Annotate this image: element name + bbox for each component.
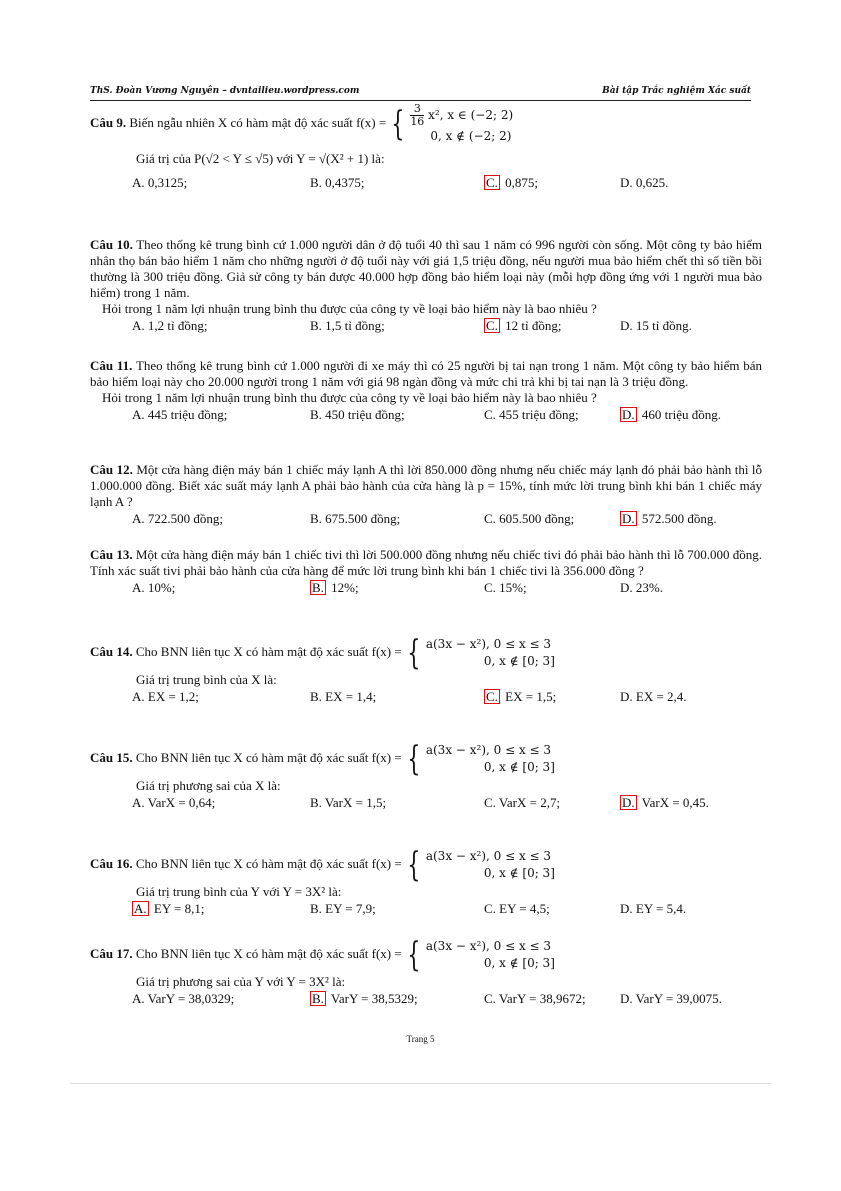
piece-line-2: 0, x ∉ [0; 3]	[483, 760, 555, 774]
question-10-text: Theo thống kê trung bình cứ 1.000 người dân ở độ tuổi 40 thì sau 1 năm có 996 người còn sống. Một công ty bảo hiểm nhân thọ bán bảo hiểm 1 năm cho những người ở độ tuổi này với giá 1,5 triệu đồng, nếu người mua bảo hiểm chết thì số tiền bồi thường là 300 triệu đồng. Giả sử công ty bán được 40.000 hợp đồng bảo hiểm loại này (mỗi hợp đồng ứng với 1 người mua bảo hiểm) trong 1 năm.	[90, 237, 762, 300]
option-text: VarY = 38,5329;	[327, 991, 418, 1006]
brace-symbol: {	[407, 845, 421, 885]
question-10-question: Hỏi trong 1 năm lợi nhuận trung bình thu được của công ty về loại bảo hiểm này là bao nhiêu ?	[102, 301, 597, 316]
option-text: EY = 8,1;	[150, 901, 205, 916]
option-d[interactable]: D. VarY = 39,0075.	[620, 991, 722, 1006]
question-11	[90, 358, 762, 424]
question-17	[90, 935, 762, 1008]
answer-box: C.	[486, 318, 498, 333]
option-c[interactable]: C. 455 triệu đồng;	[484, 407, 579, 422]
option-c[interactable]: C. 605.500 đồng;	[484, 511, 575, 526]
question-11-question: Hỏi trong 1 năm lợi nhuận trung bình thu được của công ty về loại bảo hiểm này là bao nhiêu ?	[102, 390, 597, 405]
option-a[interactable]: A. 10%;	[132, 580, 176, 595]
piece-line-1: x², x ∈ (−2; 2)	[428, 108, 514, 122]
question-15	[90, 739, 762, 812]
piecewise-function	[389, 103, 513, 145]
question-17-stem	[90, 935, 762, 975]
question-17-number: Câu 17.	[90, 945, 133, 961]
answer-box: C.	[486, 175, 498, 190]
option-b-correct[interactable]	[310, 580, 359, 596]
option-c-correct[interactable]	[484, 175, 538, 191]
option-d-correct[interactable]	[620, 795, 709, 811]
question-15-subquestion: Giá trị phương sai của X là:	[136, 778, 281, 793]
piece-line-2: 0, x ∉ (−2; 2)	[430, 129, 512, 143]
question-14	[90, 633, 762, 706]
question-13-stem	[90, 547, 762, 579]
question-10-options	[90, 318, 762, 335]
option-d[interactable]: D. 0,625.	[620, 175, 669, 190]
question-9-text: Biến ngẫu nhiên X có hàm mật độ xác suất f(x) =	[129, 114, 387, 130]
piece-line-1: a(3x − x²), 0 ≤ x ≤ 3	[425, 939, 552, 953]
option-a[interactable]: A. 0,3125;	[132, 175, 188, 190]
question-11-stem	[90, 358, 762, 390]
question-9-subquestion: Giá trị của P(√2 < Y ≤ √5) với Y = √(X² + 1) là:	[136, 151, 385, 166]
answer-box: B.	[312, 991, 324, 1006]
piece-line-1: a(3x − x²), 0 ≤ x ≤ 3	[425, 743, 552, 757]
piece-line-2: 0, x ∉ [0; 3]	[483, 956, 555, 970]
option-text: 460 triệu đồng.	[638, 407, 721, 422]
option-c[interactable]: C. EY = 4,5;	[484, 901, 550, 916]
question-11-options	[90, 407, 762, 424]
header-subject: Bài tập Trắc nghiệm Xác suất	[602, 86, 751, 96]
option-b[interactable]: B. 0,4375;	[310, 175, 365, 190]
option-a[interactable]: A. 722.500 đồng;	[132, 511, 223, 526]
piecewise-function	[405, 739, 555, 779]
question-10-number: Câu 10.	[90, 237, 133, 252]
question-10-stem	[90, 237, 762, 301]
question-9-options	[90, 175, 762, 192]
question-15-number: Câu 15.	[90, 749, 133, 765]
bottom-rule	[70, 1083, 771, 1084]
question-15-stem	[90, 739, 762, 779]
question-17-options	[90, 991, 762, 1008]
option-c[interactable]: C. VarY = 38,9672;	[484, 991, 586, 1006]
question-12	[90, 462, 762, 528]
question-16	[90, 845, 762, 918]
question-12-options	[90, 511, 762, 528]
brace-symbol: {	[407, 633, 421, 673]
option-d[interactable]: D. EX = 2,4.	[620, 689, 687, 704]
piece-line-1: a(3x − x²), 0 ≤ x ≤ 3	[425, 637, 552, 651]
question-14-stem	[90, 633, 762, 673]
question-12-text: Một cửa hàng điện máy bán 1 chiếc máy lạnh A thì lời 850.000 đồng nhưng nếu chiếc máy lạnh đó phải bảo hành thì lỗ 1.000.000 đồng. Biết xác suất máy lạnh A phải bảo hành của cửa hàng là p = 15%, tính mức lời trung bình khi bán 1 chiếc máy lạnh A ?	[90, 462, 763, 509]
option-c[interactable]: C. 15%;	[484, 580, 527, 595]
question-14-text: Cho BNN liên tục X có hàm mật độ xác suất f(x) =	[135, 643, 402, 659]
question-16-text: Cho BNN liên tục X có hàm mật độ xác suất f(x) =	[135, 855, 402, 871]
brace-symbol: {	[391, 104, 405, 144]
piecewise-function	[405, 845, 555, 885]
question-10	[90, 237, 762, 335]
answer-box: C.	[486, 689, 498, 704]
question-16-options	[90, 901, 762, 918]
header-author: ThS. Đoàn Vương Nguyên – dvntailieu.wordpress.com	[90, 86, 360, 96]
answer-box: D.	[622, 511, 635, 526]
question-17-text: Cho BNN liên tục X có hàm mật độ xác suất f(x) =	[135, 945, 402, 961]
question-13-number: Câu 13.	[90, 547, 133, 562]
question-12-number: Câu 12.	[90, 462, 133, 477]
piece-line-2: 0, x ∉ [0; 3]	[483, 866, 555, 880]
option-c-correct[interactable]	[484, 318, 562, 334]
option-d-correct[interactable]	[620, 511, 717, 527]
option-b-correct[interactable]	[310, 991, 418, 1007]
question-14-options	[90, 689, 762, 706]
question-14-number: Câu 14.	[90, 643, 133, 659]
question-9-stem	[90, 103, 762, 145]
question-17-subquestion: Giá trị phương sai của Y với Y = 3X² là:	[136, 974, 346, 989]
option-d[interactable]: D. EY = 5,4.	[620, 901, 687, 916]
question-16-stem	[90, 845, 762, 885]
answer-box: A.	[134, 901, 147, 916]
question-15-options	[90, 795, 762, 812]
option-b[interactable]: B. 1,5 tỉ đồng;	[310, 318, 385, 333]
option-c-correct[interactable]	[484, 689, 556, 705]
option-a[interactable]: A. VarX = 0,64;	[132, 795, 216, 810]
option-d[interactable]: D. 23%.	[620, 580, 663, 595]
option-b[interactable]: B. 450 triệu đồng;	[310, 407, 405, 422]
question-12-stem	[90, 462, 762, 510]
option-b[interactable]: B. 675.500 đồng;	[310, 511, 401, 526]
option-a[interactable]: A. 445 triệu đồng;	[132, 407, 228, 422]
option-d-correct[interactable]	[620, 407, 721, 423]
brace-symbol: {	[407, 935, 421, 975]
question-13-options	[90, 580, 762, 597]
brace-symbol: {	[407, 739, 421, 779]
question-11-text: Theo thống kê trung bình cứ 1.000 người đi xe máy thì có 25 người bị tai nạn trong 1 năm. Một công ty bảo hiểm bán bảo hiểm loại này cho 20.000 người trong 1 năm với giá 98 ngàn đồng và mức chi trả khi bị tai nạn là 3 triệu đồng.	[90, 358, 763, 389]
option-text: 572.500 đồng.	[638, 511, 717, 526]
piece-line-1: a(3x − x²), 0 ≤ x ≤ 3	[425, 849, 552, 863]
option-text: 12 tỉ đồng;	[501, 318, 562, 333]
option-b[interactable]: B. EY = 7,9;	[310, 901, 376, 916]
header-rule	[90, 100, 751, 101]
answer-box: D.	[622, 407, 635, 422]
question-9-number: Câu 9.	[90, 114, 127, 130]
question-16-subquestion: Giá trị trung bình của Y với Y = 3X² là:	[136, 884, 342, 899]
answer-box: B.	[312, 580, 324, 595]
option-b[interactable]: B. VarX = 1,5;	[310, 795, 387, 810]
question-11-number: Câu 11.	[90, 358, 133, 373]
answer-box: D.	[622, 795, 635, 810]
piece-line-2: 0, x ∉ [0; 3]	[483, 654, 555, 668]
option-text: VarX = 0,45.	[638, 795, 709, 810]
question-16-number: Câu 16.	[90, 855, 133, 871]
question-15-text: Cho BNN liên tục X có hàm mật độ xác suất f(x) =	[135, 749, 402, 765]
option-a-correct[interactable]	[132, 901, 204, 917]
piecewise-function	[405, 935, 555, 975]
option-a[interactable]: A. EX = 1,2;	[132, 689, 199, 704]
option-a[interactable]: A. 1,2 tỉ đồng;	[132, 318, 208, 333]
option-b[interactable]: B. EX = 1,4;	[310, 689, 377, 704]
fraction: $\frac{3}{16}$	[410, 102, 425, 128]
question-9	[90, 103, 762, 192]
option-text: 0,875;	[501, 175, 539, 190]
option-d[interactable]: D. 15 tỉ đồng.	[620, 318, 692, 333]
option-text: EX = 1,5;	[501, 689, 557, 704]
option-c[interactable]: C. VarX = 2,7;	[484, 795, 561, 810]
page-number: Trang 5	[406, 1034, 435, 1044]
question-13	[90, 547, 762, 597]
question-14-subquestion: Giá trị trung bình của X là:	[136, 672, 277, 687]
question-13-text: Một cửa hàng điện máy bán 1 chiếc tivi thì lời 500.000 đồng nhưng nếu chiếc tivi đó phải bảo hành thì lỗ 700.000 đồng. Tính xác suất tivi phải bảo hành của cửa hàng để mức lời trung bình khi bán 1 chiếc tivi là 356.000 đồng ?	[90, 547, 762, 578]
page-header	[90, 86, 751, 100]
option-a[interactable]: A. VarY = 38,0329;	[132, 991, 235, 1006]
piecewise-function	[405, 633, 555, 673]
option-text: 12%;	[327, 580, 359, 595]
